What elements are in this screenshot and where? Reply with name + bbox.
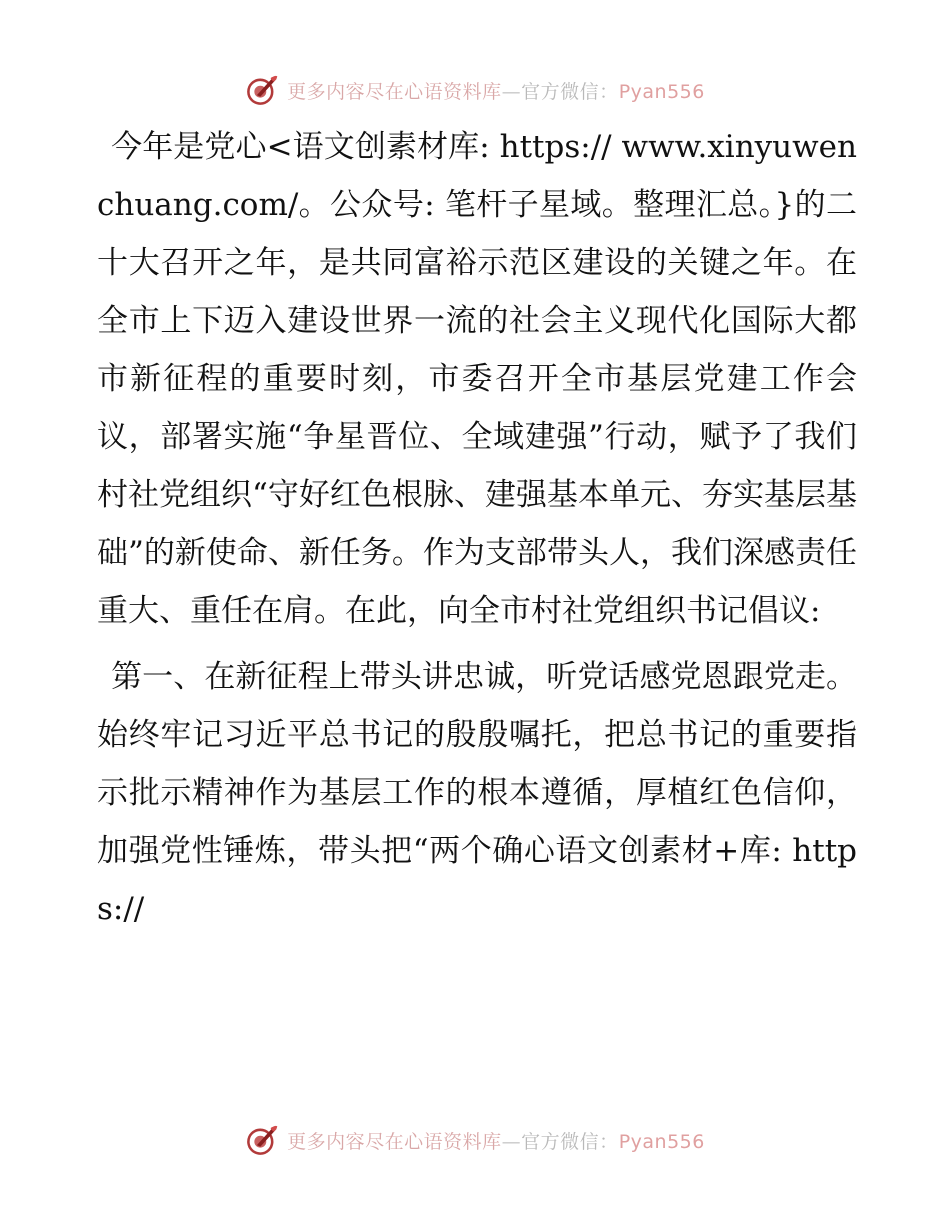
banner-wechat-id: Pyan556 xyxy=(618,80,705,103)
quill-logo-icon xyxy=(245,73,279,107)
quill-logo-icon xyxy=(245,1123,279,1157)
banner-wechat-id: Pyan556 xyxy=(618,1130,705,1153)
paragraph-1 xyxy=(97,118,857,640)
banner-text xyxy=(287,77,705,104)
banner-main-text: 更多内容尽在心语资料库 xyxy=(287,1130,502,1153)
banner-label: 官方微信： xyxy=(521,1130,619,1153)
paragraph-2 xyxy=(97,648,857,938)
paragraph-2-text: 第一、在新征程上带头讲忠诚，听党话感党恩跟党走。始终牢记习近平总书记的殷殷嘱托，把总书记的重要指示批示精神作为基层工作的根本遵循，厚植红色信仰，加强党性锤炼，带头把“两个确心语文创素材+库: https:// xyxy=(97,659,857,927)
document-body xyxy=(97,118,857,938)
paragraph-1-text: 今年是党心<语文创素材库: https:// www.xinyuwenchuang.com/。公众号: 笔杆子星域。整理汇总。}的二十大召开之年，是共同富裕示范区建设的关键之年。在全市上下迈入建设世界一流的社会主义现代化国际大都市新征程的重要时刻，市委召开全市基层党建工作会议，部署实施“争星晋位、全域建强”行动，赋予了我们村社党组织“守好红色根脉、建强基本单元、夯实基层基础”的新使命、新任务。作为支部带头人，我们深感责任重大、重任在肩。在此，向全市村社党组织书记倡议: xyxy=(97,129,857,629)
header-banner xyxy=(0,68,950,112)
banner-separator: — xyxy=(501,1130,522,1153)
banner-text xyxy=(287,1127,705,1154)
banner-separator: — xyxy=(501,80,522,103)
footer-banner xyxy=(0,1118,950,1162)
banner-main-text: 更多内容尽在心语资料库 xyxy=(287,80,502,103)
banner-label: 官方微信： xyxy=(521,80,619,103)
